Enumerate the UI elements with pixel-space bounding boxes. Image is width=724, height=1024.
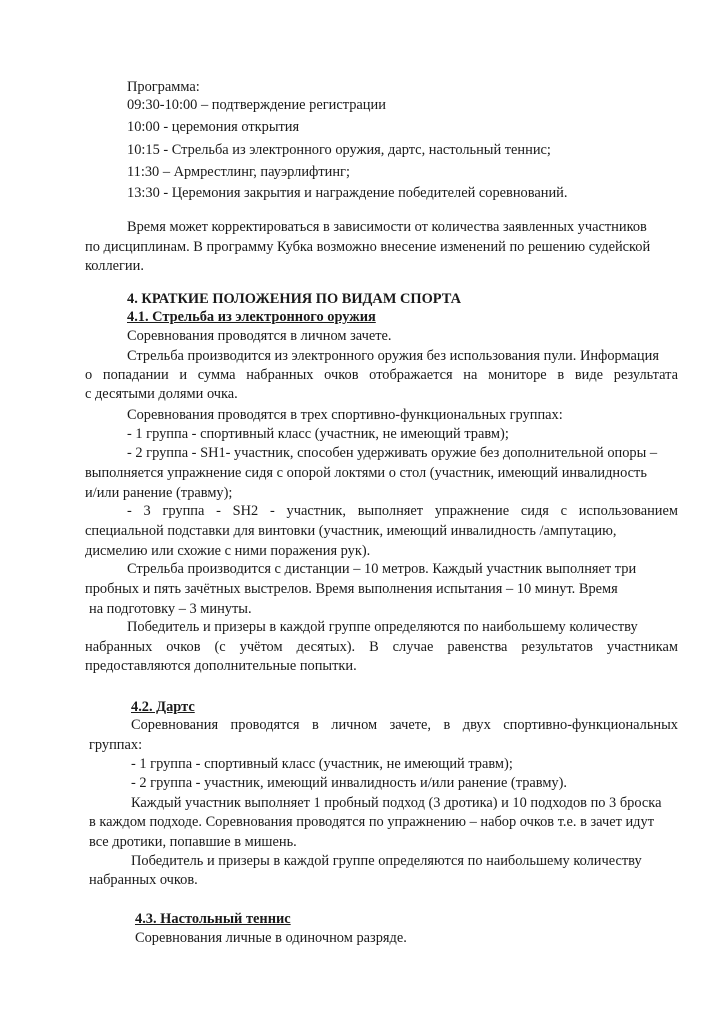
paragraph-line: Соревнования проводятся в трех спортивно-функциональных группах:: [127, 407, 563, 423]
note-line: коллегии.: [85, 258, 144, 274]
program-item: 13:30 - Церемония закрытия и награждение победителей соревнований.: [127, 185, 568, 201]
paragraph-line: набранных очков.: [89, 872, 198, 888]
list-item: - 3 группа - SH2 - участник, выполняет упражнение сидя с использованием: [127, 503, 678, 519]
program-item: 10:00 - церемония открытия: [127, 119, 300, 135]
paragraph-line: Соревнования проводятся в личном зачете.: [127, 328, 392, 344]
paragraph-line: пробных и пять зачётных выстрелов. Время выполнения испытания – 10 минут. Время: [85, 581, 618, 597]
paragraph-line: с десятыми долями очка.: [85, 386, 238, 402]
program-item: 10:15 - Стрельба из электронного оружия, дартс, настольный теннис;: [127, 142, 551, 158]
paragraph-line: группах:: [89, 737, 143, 753]
paragraph-line: о попадании и сумма набранных очков отображается на мониторе в виде результата: [85, 367, 678, 383]
subsection-heading: 4.2. Дартс: [131, 699, 195, 715]
paragraph-line: в каждом подходе. Соревнования проводятся по упражнению – набор очков т.е. в зачет идут: [89, 814, 654, 830]
list-item: - 2 группа - участник, имеющий инвалидность и/или ранение (травму).: [131, 775, 568, 791]
paragraph-line: выполняется упражнение сидя с опорой локтями о стол (участник, имеющий инвалидность: [85, 465, 647, 481]
paragraph-line: предоставляются дополнительные попытки.: [85, 658, 357, 674]
paragraph-line: набранных очков (с учётом десятых). В случае равенства результатов участникам: [85, 639, 678, 655]
paragraph-line: и/или ранение (травму);: [85, 485, 233, 501]
list-item: - 1 группа - спортивный класс (участник, не имеющий травм);: [127, 426, 509, 442]
note-line: по дисциплинам. В программу Кубка возможно внесение изменений по решению судейской: [85, 239, 651, 255]
paragraph-line: Стрельба производится с дистанции – 10 метров. Каждый участник выполняет три: [127, 561, 637, 577]
paragraph-line: специальной подставки для винтовки (участник, имеющий инвалидность /ампутацию,: [85, 523, 617, 539]
subsection-heading: 4.3. Настольный теннис: [135, 911, 291, 927]
program-item: 09:30-10:00 – подтверждение регистрации: [127, 97, 386, 113]
paragraph-line: Победитель и призеры в каждой группе определяются по наибольшему количеству: [127, 619, 638, 635]
list-item: - 2 группа - SH1- участник, способен удерживать оружие без дополнительной опоры –: [127, 445, 658, 461]
paragraph-line: на подготовку – 3 минуты.: [89, 601, 252, 617]
section-heading: 4. КРАТКИЕ ПОЛОЖЕНИЯ ПО ВИДАМ СПОРТА: [127, 291, 462, 307]
paragraph-line: Стрельба производится из электронного оружия без использования пули. Информация: [127, 348, 659, 364]
program-item: 11:30 – Армрестлинг, пауэрлифтинг;: [127, 164, 350, 180]
paragraph-line: Соревнования проводятся в личном зачете, в двух спортивно-функциональных: [131, 717, 678, 733]
program-title: Программа:: [127, 79, 200, 95]
paragraph-line: Победитель и призеры в каждой группе определяются по наибольшему количеству: [131, 853, 642, 869]
paragraph-line: все дротики, попавшие в мишень.: [89, 834, 297, 850]
paragraph-line: Соревнования личные в одиночном разряде.: [135, 930, 407, 946]
subsection-heading: 4.1. Стрельба из электронного оружия: [127, 309, 376, 325]
paragraph-line: Каждый участник выполняет 1 пробный подход (3 дротика) и 10 подходов по 3 броска: [131, 795, 662, 811]
note-line: Время может корректироваться в зависимости от количества заявленных участников: [127, 219, 647, 235]
paragraph-line: дисмелию или схожие с ними поражения рук).: [85, 543, 371, 559]
list-item: - 1 группа - спортивный класс (участник, не имеющий травм);: [131, 756, 513, 772]
